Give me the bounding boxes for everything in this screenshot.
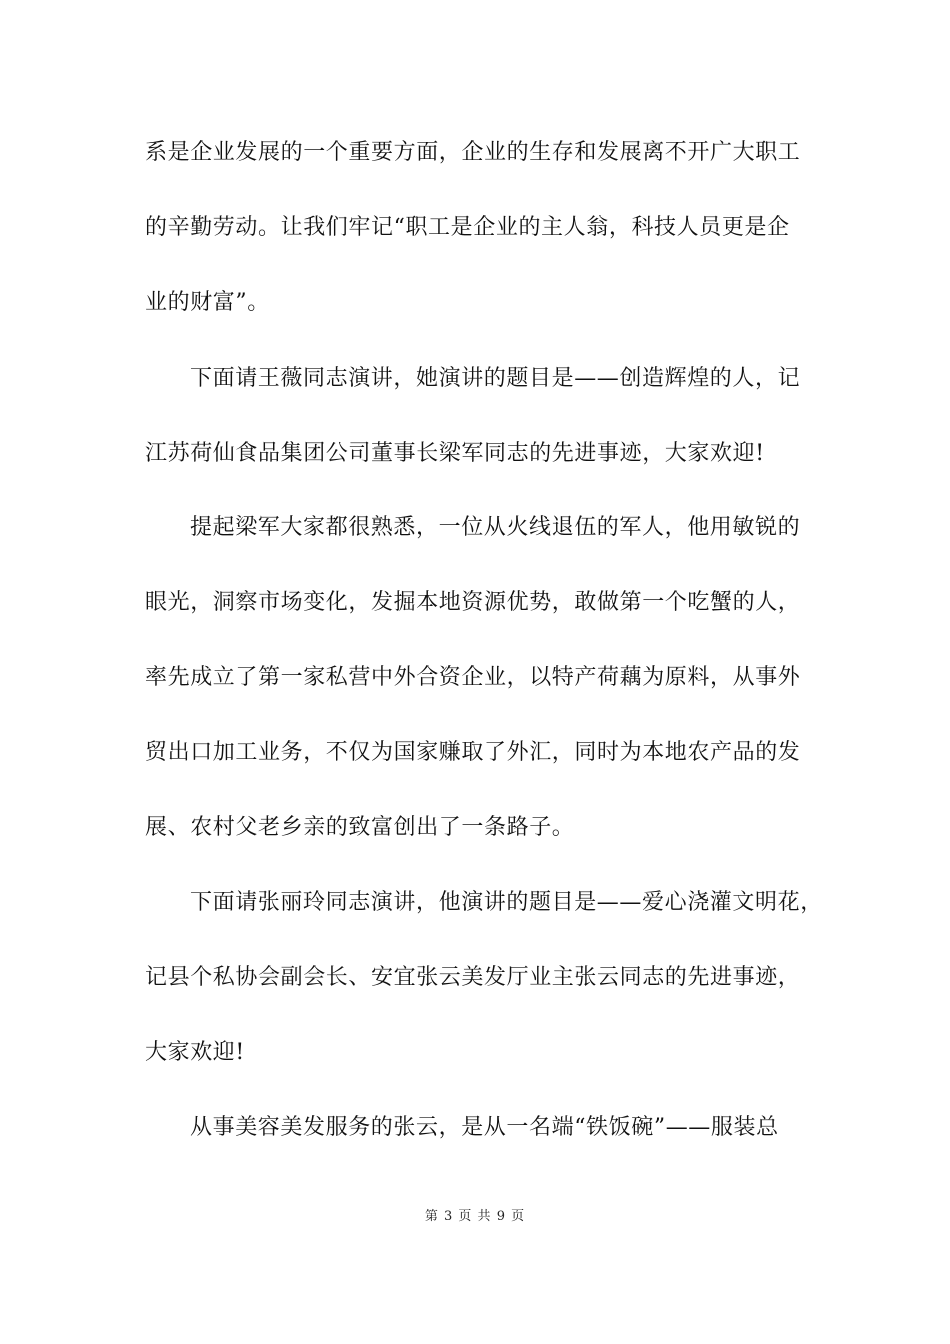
paragraph-first-line: 下面请王薇同志演讲，她演讲的题目是——创造辉煌的人，记 [190, 366, 801, 391]
body-text-line: 展、农村父老乡亲的致富创出了一条路子。 [145, 815, 575, 840]
paragraph-first-line: 下面请张丽玲同志演讲，他演讲的题目是——爱心浇灌文明花， [190, 890, 823, 915]
paragraph-first-line: 提起梁军大家都很熟悉，一位从火线退伍的军人，他用敏锐的 [190, 515, 801, 540]
body-text-line: 系是企业发展的一个重要方面，企业的生存和发展离不开广大职工 [145, 140, 801, 165]
body-text-line: 的辛勤劳动。让我们牢记“职工是企业的主人翁，科技人员更是企 [145, 215, 790, 240]
body-text-line: 记县个私协会副会长、安宜张云美发厅业主张云同志的先进事迹， [145, 965, 801, 990]
body-text-line: 江苏荷仙食品集团公司董事长梁军同志的先进事迹，大家欢迎! [145, 441, 765, 466]
body-text-line: 率先成立了第一家私营中外合资企业，以特产荷藕为原料，从事外 [145, 665, 801, 690]
body-text-line: 贸出口加工业务，不仅为国家赚取了外汇，同时为本地农产品的发 [145, 740, 801, 765]
page-number-footer: 第 3 页 共 9 页 [424, 1209, 526, 1224]
paragraph-first-line: 从事美容美发服务的张云，是从一名端“铁饭碗”——服装总 [190, 1115, 779, 1140]
body-text-line: 业的财富”。 [145, 290, 270, 315]
body-text-line: 大家欢迎! [145, 1040, 245, 1065]
body-text-line: 眼光，洞察市场变化，发掘本地资源优势，敢做第一个吃蟹的人， [145, 590, 801, 615]
